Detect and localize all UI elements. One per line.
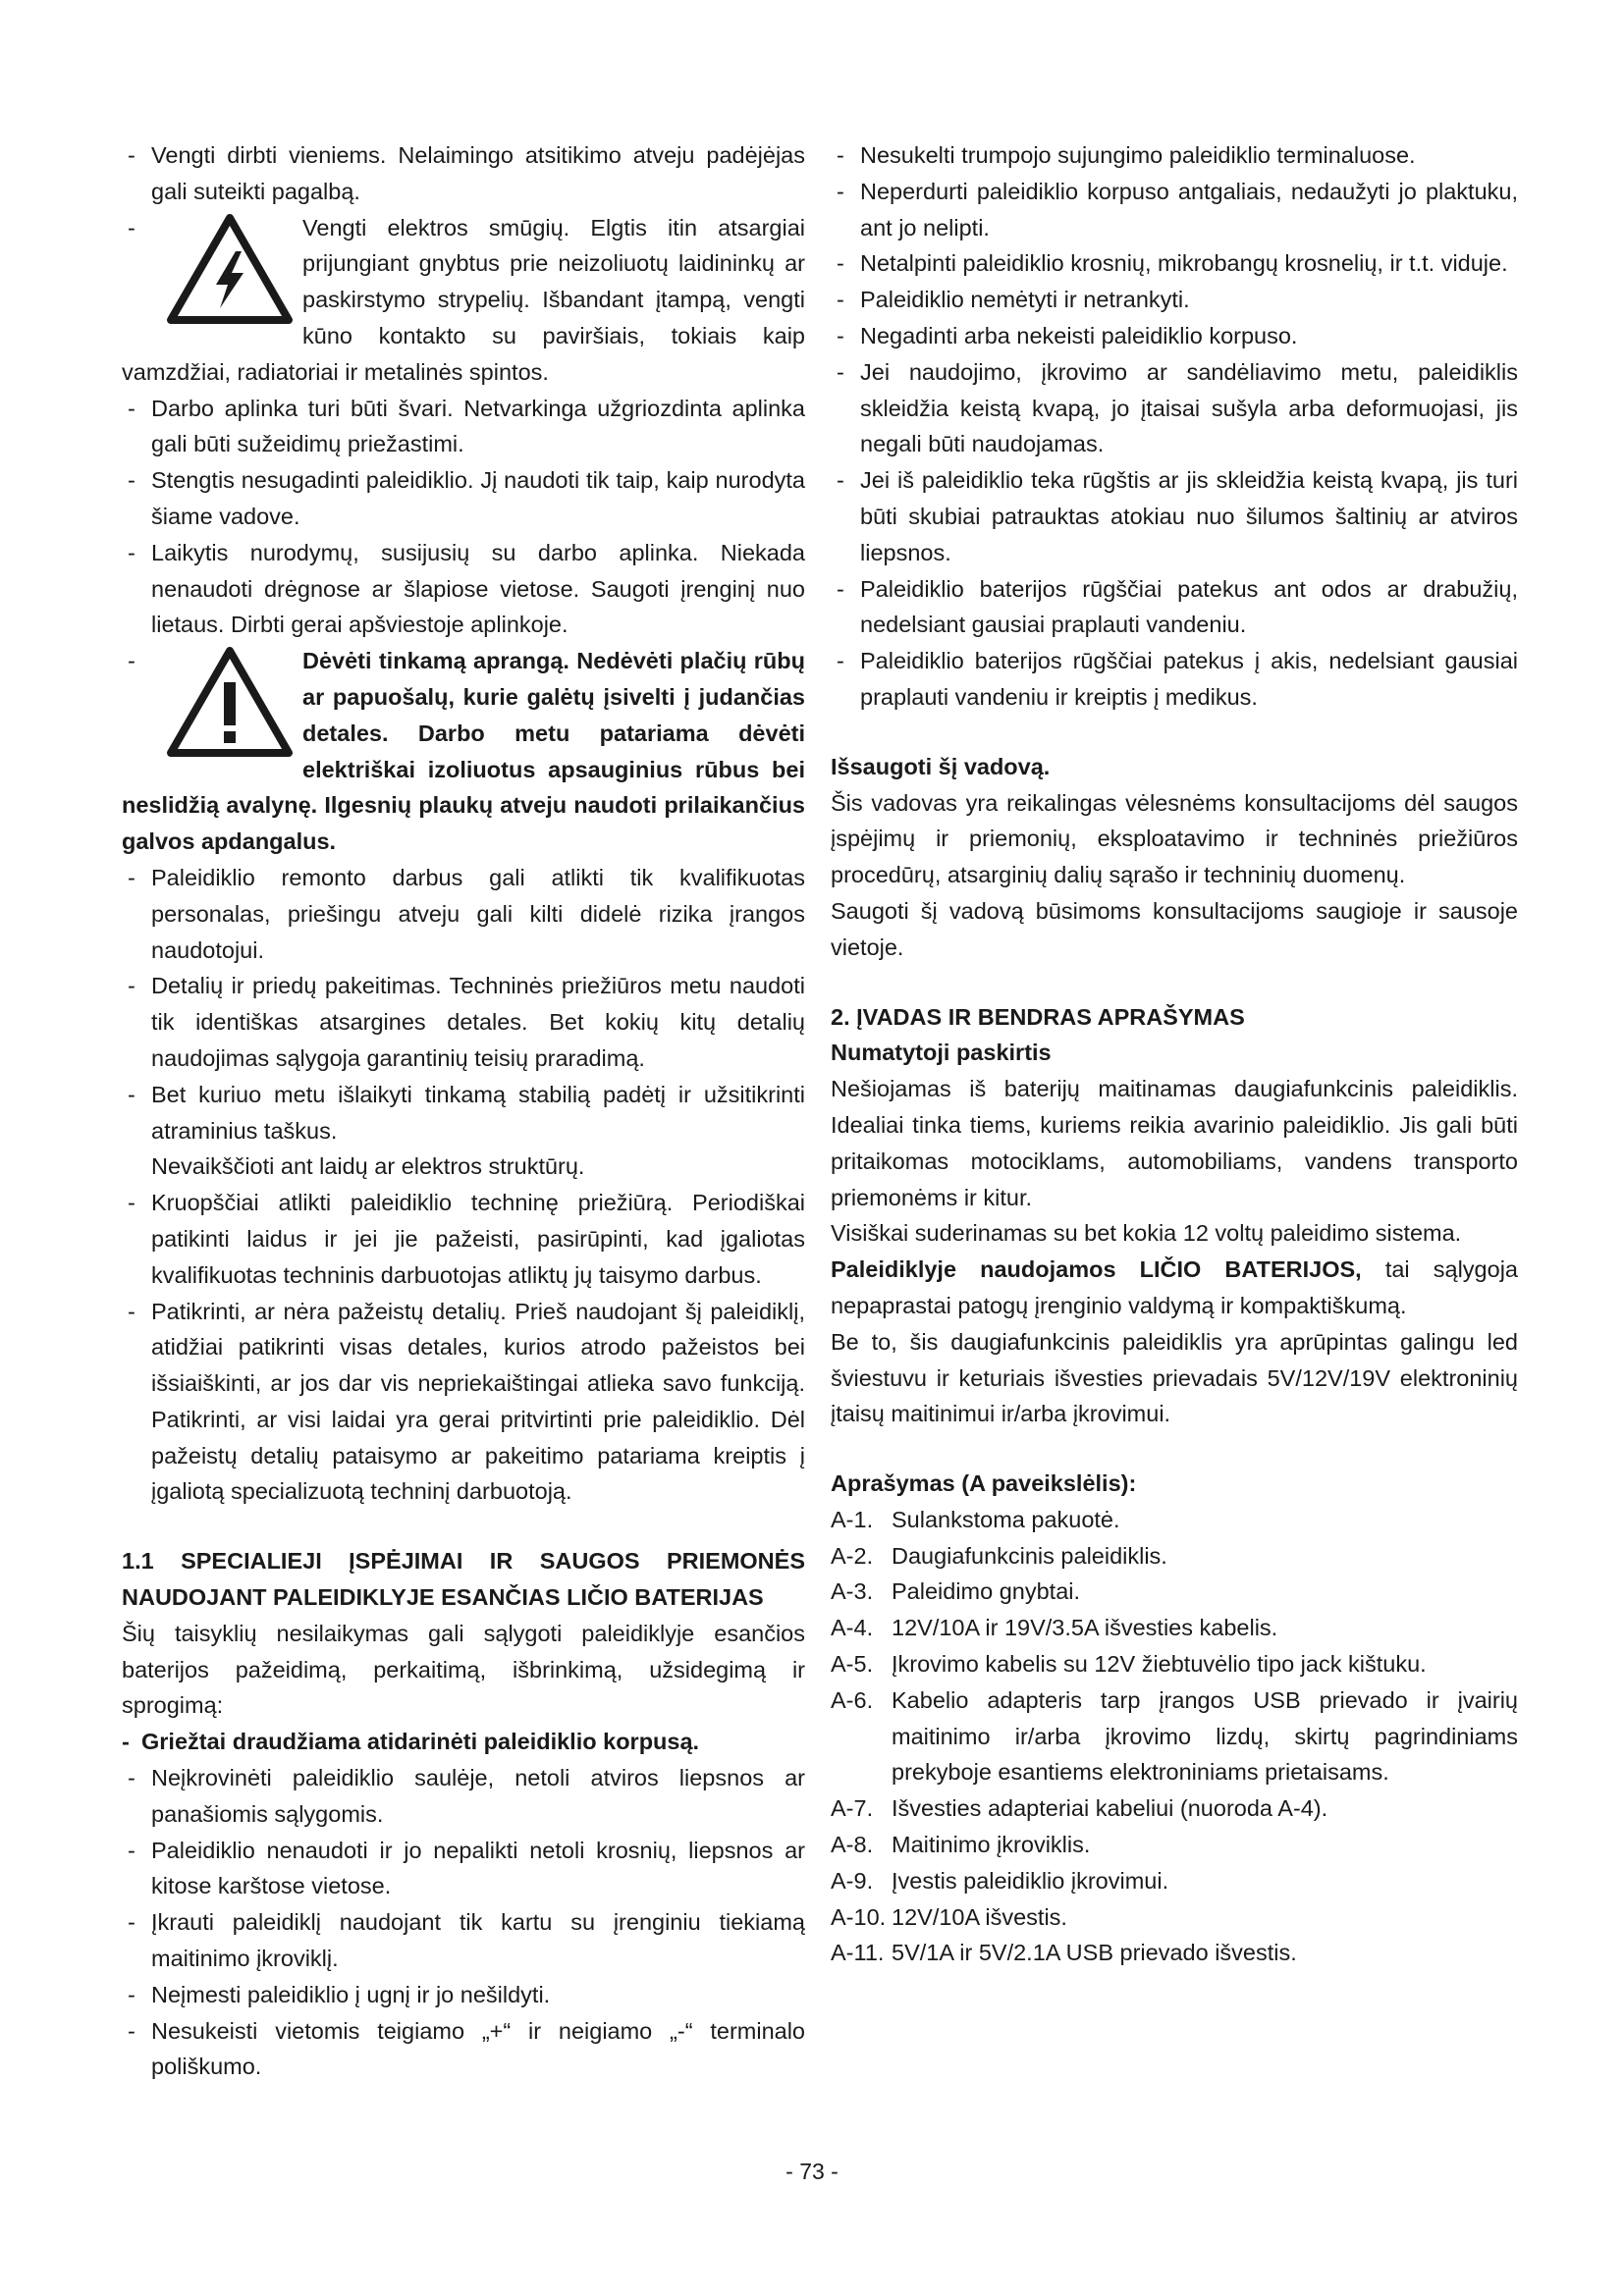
description-item: A-6. Kabelio adapteris tarp įrangos USB prievado ir įvairių maitinimo ir/arba įkrovimo lizdų, skirtų pagrindiniams prekyboje esantiems elektroniniams prietaisams. xyxy=(831,1686,1518,1786)
description-item: A-1. Sulankstoma pakuotė. xyxy=(831,1506,1120,1532)
list-item-continuation: Nevaikščioti ant laidų ar elektros struktūrų. xyxy=(151,1153,585,1180)
description-item: A-11. 5V/1A ir 5V/2.1A USB prievado išvestis. xyxy=(831,1940,1297,1966)
list-item: - Kruopščiai atlikti paleidiklio techninę priežiūrą. Periodiškai patikinti laidus ir jei jie pažeisti, pasirūpinti, kad įgaliotas kvalifikuotas techninis darbuotojas atliktų jų taisymo darbus. xyxy=(128,1190,805,1288)
intro-heading: 2. ĮVADAS IR BENDRAS APRAŠYMAS xyxy=(831,1003,1245,1030)
keep-manual-heading: Išsaugoti šį vadovą. xyxy=(831,753,1051,779)
intro-paragraph: Paleidiklyje naudojamos LIČIO BATERIJOS, tai sąlygoja nepaprastai patogų įrenginio valdymą ir kompaktiškumą. xyxy=(831,1256,1518,1318)
intro-paragraph: Be to, šis daugiafunkcinis paleidiklis yra aprūpintas galingu led šviestuvu ir keturiais išvesties prievadais 5V/12V/19V elektroninių įtaisų maitinimui ir/arba įkrovimui. xyxy=(831,1328,1518,1427)
clothing-warning: - Dėvėti tinkamą aprangą. Nedėvėti plačių rūbų ar papuošalų, kurie galėtų įsivelti į judančias detales. Darbo metu patariama dėvėti elektriškai izoliuotus apsauginius rūbus bei neslidžią avalynę. Ilgesnių plaukų atveju naudoti prilaikančius galvos apdangalus. xyxy=(122,643,805,860)
list-item: - Jei iš paleidiklio teka rūgštis ar jis skleidžia keistą kvapą, jis turi būti skubiai patrauktas atokiau nuo šilumos šaltinių ar atviros liepsnos. xyxy=(837,467,1518,565)
list-item: - Darbo aplinka turi būti švari. Netvarkinga užgriozdinta aplinka gali būti sužeidimų priežastimi. xyxy=(128,395,805,457)
list-item: - Paleidiklio remonto darbus gali atlikti tik kvalifikuotas personalas, priešingu atveju gali kilti didelė rizika įrangos naudotojui. xyxy=(128,864,805,963)
description-item: A-5. Įkrovimo kabelis su 12V žiebtuvėlio tipo jack kištuku. xyxy=(831,1651,1427,1678)
list-item: - Neperdurti paleidiklio korpuso antgaliais, nedaužyti jo plaktuku, ant jo nelipti. xyxy=(837,178,1518,240)
list-item: - Paleidiklio nemėtyti ir netrankyti. xyxy=(837,287,1190,313)
description-item: A-7. Išvesties adapteriai kabeliui (nuoroda A-4). xyxy=(831,1795,1328,1822)
list-item: - Detalių ir priedų pakeitimas. Techninės priežiūros metu naudoti tik identiškas atsargines detales. Bet kokių kitų detalių naudojimas sąlygoja garantinių teisių praradimą. xyxy=(128,973,805,1071)
keep-manual-paragraph: Saugoti šį vadovą būsimoms konsultacijoms saugioje ir sausoje vietoje. xyxy=(831,897,1518,960)
description-list xyxy=(831,1502,1518,1971)
electric-warning: - Vengti elektros smūgių. Elgtis itin atsargiai prijungiant gnybtus prie neizoliuotų laidininkų ar paskirstymo strypelių. Išbandant įtampą, vengti kūno kontakto su paviršiais, tokiais kaip vamzdžiai, radiatoriai ir metalinės spintos. xyxy=(122,210,805,391)
description-item: A-4. 12V/10A ir 19V/3.5A išvesties kabelis. xyxy=(831,1615,1278,1641)
intro-paragraph: Nešiojamas iš baterijų maitinamas daugiafunkcinis paleidiklis. Idealiai tinka tiems, kuriems reikia avarinio paleidiklio. Jis gali būti pritaikomas motociklams, automobiliams, vandens transporto priemonėms ir kitur. xyxy=(831,1076,1518,1210)
description-item: A-2. Daugiafunkcinis paleidiklis. xyxy=(831,1542,1167,1569)
list-item: - Bet kuriuo metu išlaikyti tinkamą stabilią padėtį ir užsitikrinti atraminius taškus. xyxy=(128,1081,805,1144)
list-item: - Paleidiklio baterijos rūgščiai patekus į akis, nedelsiant gausiai praplauti vandeniu ir kreiptis į medikus. xyxy=(837,648,1518,710)
list-item: - Laikytis nurodymų, susijusių su darbo aplinka. Niekada nenaudoti drėgnose ar šlapiose vietose. Saugoti įrenginį nuo lietaus. Dirbti gerai apšviestoje aplinkoje. xyxy=(128,539,805,638)
description-item: A-10. 12V/10A išvestis. xyxy=(831,1903,1067,1930)
intended-use-subheading: Numatytoji paskirtis xyxy=(831,1040,1052,1066)
list-item: - Negadinti arba nekeisti paleidiklio korpuso. xyxy=(837,322,1298,348)
list-item: - Patikrinti, ar nėra pažeistų detalių. Prieš naudojant šį paleidiklį, atidžiai patikrinti visas detales, kurios atrodo pažeistos bei išsiaiškinti, ar jos dar vis nepriekaištingai atlieka savo funkciją. Patikrinti, ar visi laidai yra gerai pritvirtinti prie paleidiklio. Dėl pažeistų detalių pataisymo ar pakeitimo patariama kreiptis į įgaliotą specializuotą techninį darbuotoją. xyxy=(128,1298,805,1505)
list-item: - Neįmesti paleidiklio į ugnį ir jo nešildyti. xyxy=(128,1981,551,2007)
description-item: A-3. Paleidimo gnybtai. xyxy=(831,1578,1081,1605)
description-item: A-8. Maitinimo įkroviklis. xyxy=(831,1832,1091,1858)
caution-icon xyxy=(167,647,293,757)
page-number: - 73 - xyxy=(785,2159,839,2184)
list-item: - Vengti dirbti vieniems. Nelaimingo atsitikimo atveju padėjėjas gali suteikti pagalbą. xyxy=(128,142,805,204)
section-bold-item: - Griežtai draudžiama atidarinėti paleidiklio korpusą. xyxy=(122,1729,700,1755)
description-item: A-9. Įvestis paleidiklio įkrovimui. xyxy=(831,1867,1169,1894)
list-item: - Neįkrovinėti paleidiklio saulėje, netoli atviros liepsnos ar panašiomis sąlygomis. xyxy=(128,1765,805,1827)
electric-hazard-icon xyxy=(167,214,293,324)
list-item: - Paleidiklio nenaudoti ir jo nepalikti netoli krosnių, liepsnos ar kitose karštose vietose. xyxy=(128,1837,805,1899)
description-heading: Aprašymas (A paveikslėlis): xyxy=(831,1470,1137,1497)
list-item: - Stengtis nesugadinti paleidiklio. Jį naudoti tik taip, kaip nurodyta šiame vadove. xyxy=(128,467,805,529)
section-intro: Šių taisyklių nesilaikymas gali sąlygoti paleidiklyje esančios baterijos pažeidimą, perkaitimą, išbrinkimą, užsidegimą ir sprogimą: xyxy=(122,1620,805,1719)
intro-paragraph: Visiškai suderinamas su bet kokia 12 voltų paleidimo sistema. xyxy=(831,1220,1462,1247)
list-item: - Paleidiklio baterijos rūgščiai patekus ant odos ar drabužių, nedelsiant gausiai praplauti vandeniu. xyxy=(837,575,1518,638)
list-item: - Įkrauti paleidiklį naudojant tik kartu su įrenginiu tiekiamą maitinimo įkroviklį. xyxy=(128,1909,805,1972)
right-column xyxy=(831,137,1518,1971)
list-item: - Netalpinti paleidiklio krosnių, mikrobangų krosnelių, ir t.t. viduje. xyxy=(837,250,1508,277)
section-heading: 1.1 SPECIALIEJI ĮSPĖJIMAI IR SAUGOS PRIEMONĖS NAUDOJANT PALEIDIKLYJE ESANČIAS LIČIO BATERIJAS xyxy=(122,1548,805,1611)
left-column xyxy=(122,137,805,2085)
clothing-warning-text: Dėvėti tinkamą aprangą. Nedėvėti plačių rūbų ar papuošalų, kurie galėtų įsivelti į judančias detales. Darbo metu patariama dėvėti elektriškai izoliuotus apsauginius rūbus bei neslidžią avalynę. Ilgesnių plaukų atveju naudoti prilaikančius galvos apdangalus. xyxy=(122,648,805,855)
list-item: - Jei naudojimo, įkrovimo ar sandėliavimo metu, paleidiklis skleidžia keistą kvapą, jo įtaisai sušyla arba deformuojasi, jis negali būti naudojamas. xyxy=(837,358,1518,457)
list-item: - Nesukeisti vietomis teigiamo „+“ ir neigiamo „-“ terminalo poliškumo. xyxy=(128,2017,805,2080)
keep-manual-paragraph: Šis vadovas yra reikalingas vėlesnėms konsultacijoms dėl saugos įspėjimų ir priemonių, eksploatavimo ir techninės priežiūros procedūrų, atsarginių dalių sąrašo ir techninių duomenų. xyxy=(831,789,1518,888)
electric-warning-text: Vengti elektros smūgių. Elgtis itin atsargiai prijungiant gnybtus prie neizoliuotų laidininkų ar paskirstymo strypelių. Išbandant įtampą, vengti kūno kontakto su paviršiais, tokiais kaip vamzdžiai, radiatoriai ir metalinės spintos. xyxy=(122,214,805,385)
list-item: - Nesukelti trumpojo sujungimo paleidiklio terminaluose. xyxy=(837,142,1416,168)
